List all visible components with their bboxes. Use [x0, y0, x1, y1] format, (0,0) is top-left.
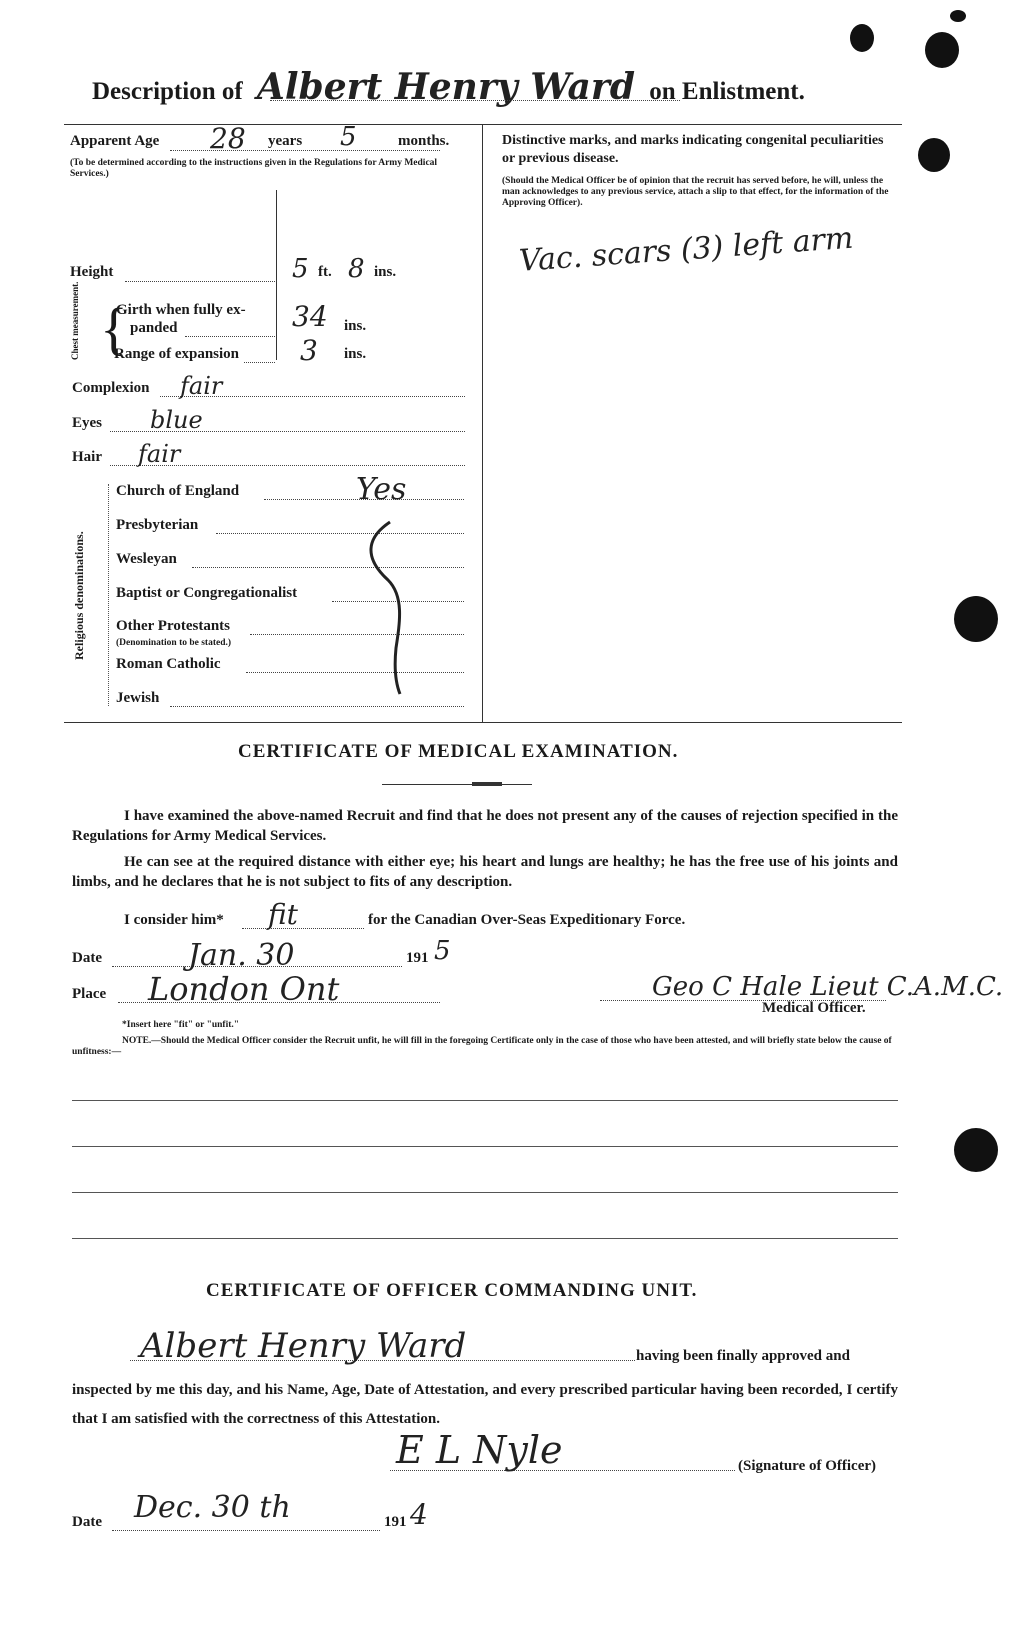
consider-suffix: for the Canadian Over-Seas Expeditionary Force. [368, 912, 686, 928]
range-dots [244, 362, 275, 363]
unfitness-line-1 [72, 1100, 898, 1101]
catholic-dots [246, 672, 464, 673]
religion-strike-stroke [360, 518, 420, 698]
hair-label: Hair [72, 449, 102, 465]
medical-officer-label: Medical Officer. [762, 1000, 866, 1016]
co-year-printed: 191 [384, 1514, 407, 1530]
value-divider [276, 190, 277, 360]
jewish-dots [170, 706, 464, 707]
heading-divider-accent [472, 782, 502, 786]
presbyterian-dots [216, 533, 464, 534]
jewish-label: Jewish [116, 690, 160, 706]
heading-divider [382, 784, 532, 785]
medical-year-printed: 191 [406, 950, 429, 966]
age-years-value: 28 [210, 122, 246, 155]
denomination-note: (Denomination to be stated.) [116, 638, 232, 648]
title-suffix: on Enlistment. [649, 78, 805, 105]
girth-label-1: Girth when fully ex- [116, 302, 246, 318]
co-recruit-name: Albert Henry Ward [140, 1326, 467, 1366]
presbyterian-label: Presbyterian [116, 517, 199, 533]
range-value: 3 [300, 334, 318, 367]
range-label: Range of expansion [114, 346, 240, 362]
unfitness-line-4 [72, 1238, 898, 1239]
commanding-certificate-heading: CERTIFICATE OF OFFICER COMMANDING UNIT. [206, 1280, 698, 1301]
unfit-note: NOTE.—Should the Medical Officer consider the Recruit unfit, he will fill in the foregoing Certificate only in the case of those who have been attested, and will briefly state below the cause of unfitness:— [72, 1036, 892, 1057]
height-dots [125, 281, 275, 282]
medical-date-label: Date [72, 950, 102, 966]
height-ins-value: 8 [348, 254, 365, 284]
place-label: Place [72, 986, 107, 1002]
unfitness-line-3 [72, 1192, 898, 1193]
range-ins-label: ins. [344, 346, 367, 362]
church-of-england-value: Yes [356, 472, 407, 507]
fitness-value: fit [268, 898, 298, 931]
form-title [92, 66, 805, 108]
girth-label-2: panded [130, 320, 178, 336]
signature-of-officer-label: (Signature of Officer) [738, 1458, 877, 1474]
distinctive-marks-value: Vac. scars (3) left arm [518, 220, 855, 279]
chest-brace: { [100, 296, 128, 361]
co-date-dots [112, 1530, 380, 1531]
age-months-value: 5 [340, 122, 357, 152]
consider-prefix: I consider him* [124, 912, 224, 928]
girth-value: 34 [292, 300, 328, 333]
medical-para-2: He can see at the required distance with either eye; his heart and lungs are healthy; he has the free use of his joints and limbs, and he declares that he is not subject to fits of any description. [72, 854, 898, 890]
consider-dots [242, 928, 364, 929]
medical-certificate-heading: CERTIFICATE OF MEDICAL EXAMINATION. [238, 741, 679, 762]
title-prefix: Description of [92, 78, 243, 105]
complexion-label: Complexion [72, 380, 150, 396]
eyes-value: blue [150, 406, 203, 434]
wesleyan-dots [192, 567, 464, 568]
apparent-age-label: Apparent Age [70, 133, 160, 149]
insert-note: *Insert here "fit" or "unfit." [122, 1020, 240, 1030]
medical-year-value: 5 [434, 936, 451, 966]
roman-catholic-label: Roman Catholic [116, 656, 221, 672]
ink-blot [950, 10, 966, 22]
height-ins-label: ins. [374, 264, 397, 280]
section-rule [64, 722, 902, 723]
commanding-officer-signature: E L Nyle [396, 1428, 563, 1472]
ink-blot [850, 24, 874, 52]
marks-heading: Distinctive marks, and marks indicating congenital peculiarities or previous disease. [502, 133, 884, 166]
ink-blot [954, 596, 998, 642]
wesleyan-label: Wesleyan [116, 551, 177, 567]
years-label: years [268, 133, 303, 149]
co-year-value: 4 [410, 1498, 428, 1531]
girth-ins-label: ins. [344, 318, 367, 334]
other-protestants-label: Other Protestants [116, 618, 231, 634]
ft-label: ft. [318, 264, 332, 280]
baptist-label: Baptist or Congregationalist [116, 585, 298, 601]
recruit-name: Albert Henry Ward [256, 66, 636, 108]
unfitness-line-2 [72, 1146, 898, 1147]
ink-blot [954, 1128, 998, 1172]
ink-blot [925, 32, 959, 68]
hair-value: fair [138, 440, 181, 468]
religion-bracket [108, 484, 109, 706]
marks-note: (Should the Medical Officer be of opinion that the recruit has served before, he will, unless the man acknowledges to any previous service, attach a slip to that effect, for the information of the Approving Officer). [502, 176, 889, 208]
co-date-value: Dec. 30 th [134, 1490, 291, 1525]
height-ft-value: 5 [292, 254, 309, 284]
co-date-label: Date [72, 1514, 102, 1530]
complexion-value: fair [180, 372, 223, 400]
age-note: (To be determined according to the instructions given in the Regulations for Army Medical Services.) [70, 158, 438, 179]
chest-side-label: Chest measurement. [70, 281, 80, 360]
religion-side-label: Religious denominations. [72, 531, 86, 660]
medical-para-1: I have examined the above-named Recruit and find that he does not present any of the causes of rejection specified in the Regulations for Army Medical Services. [72, 808, 898, 844]
months-label: months. [398, 133, 450, 149]
other-dots [250, 634, 464, 635]
co-text-2: inspected by me this day, and his Name, Age, Date of Attestation, and every prescribed particular having been recorded, I certify that I am satisfied with the correctness of this Attestation. [72, 1382, 898, 1427]
top-rule [64, 124, 902, 125]
girth-dots [185, 336, 275, 337]
church-of-england-label: Church of England [116, 483, 240, 499]
ink-blot [918, 138, 950, 172]
co-text-1: having been finally approved and [636, 1348, 850, 1364]
medical-officer-signature: Geo C Hale Lieut C.A.M.C. [652, 972, 1004, 1002]
title-underline [270, 100, 680, 101]
place-value: London Ont [148, 970, 340, 1008]
medical-date-value: Jan. 30 [188, 938, 295, 973]
height-label: Height [70, 264, 114, 280]
column-divider [482, 124, 483, 722]
eyes-label: Eyes [72, 415, 102, 431]
